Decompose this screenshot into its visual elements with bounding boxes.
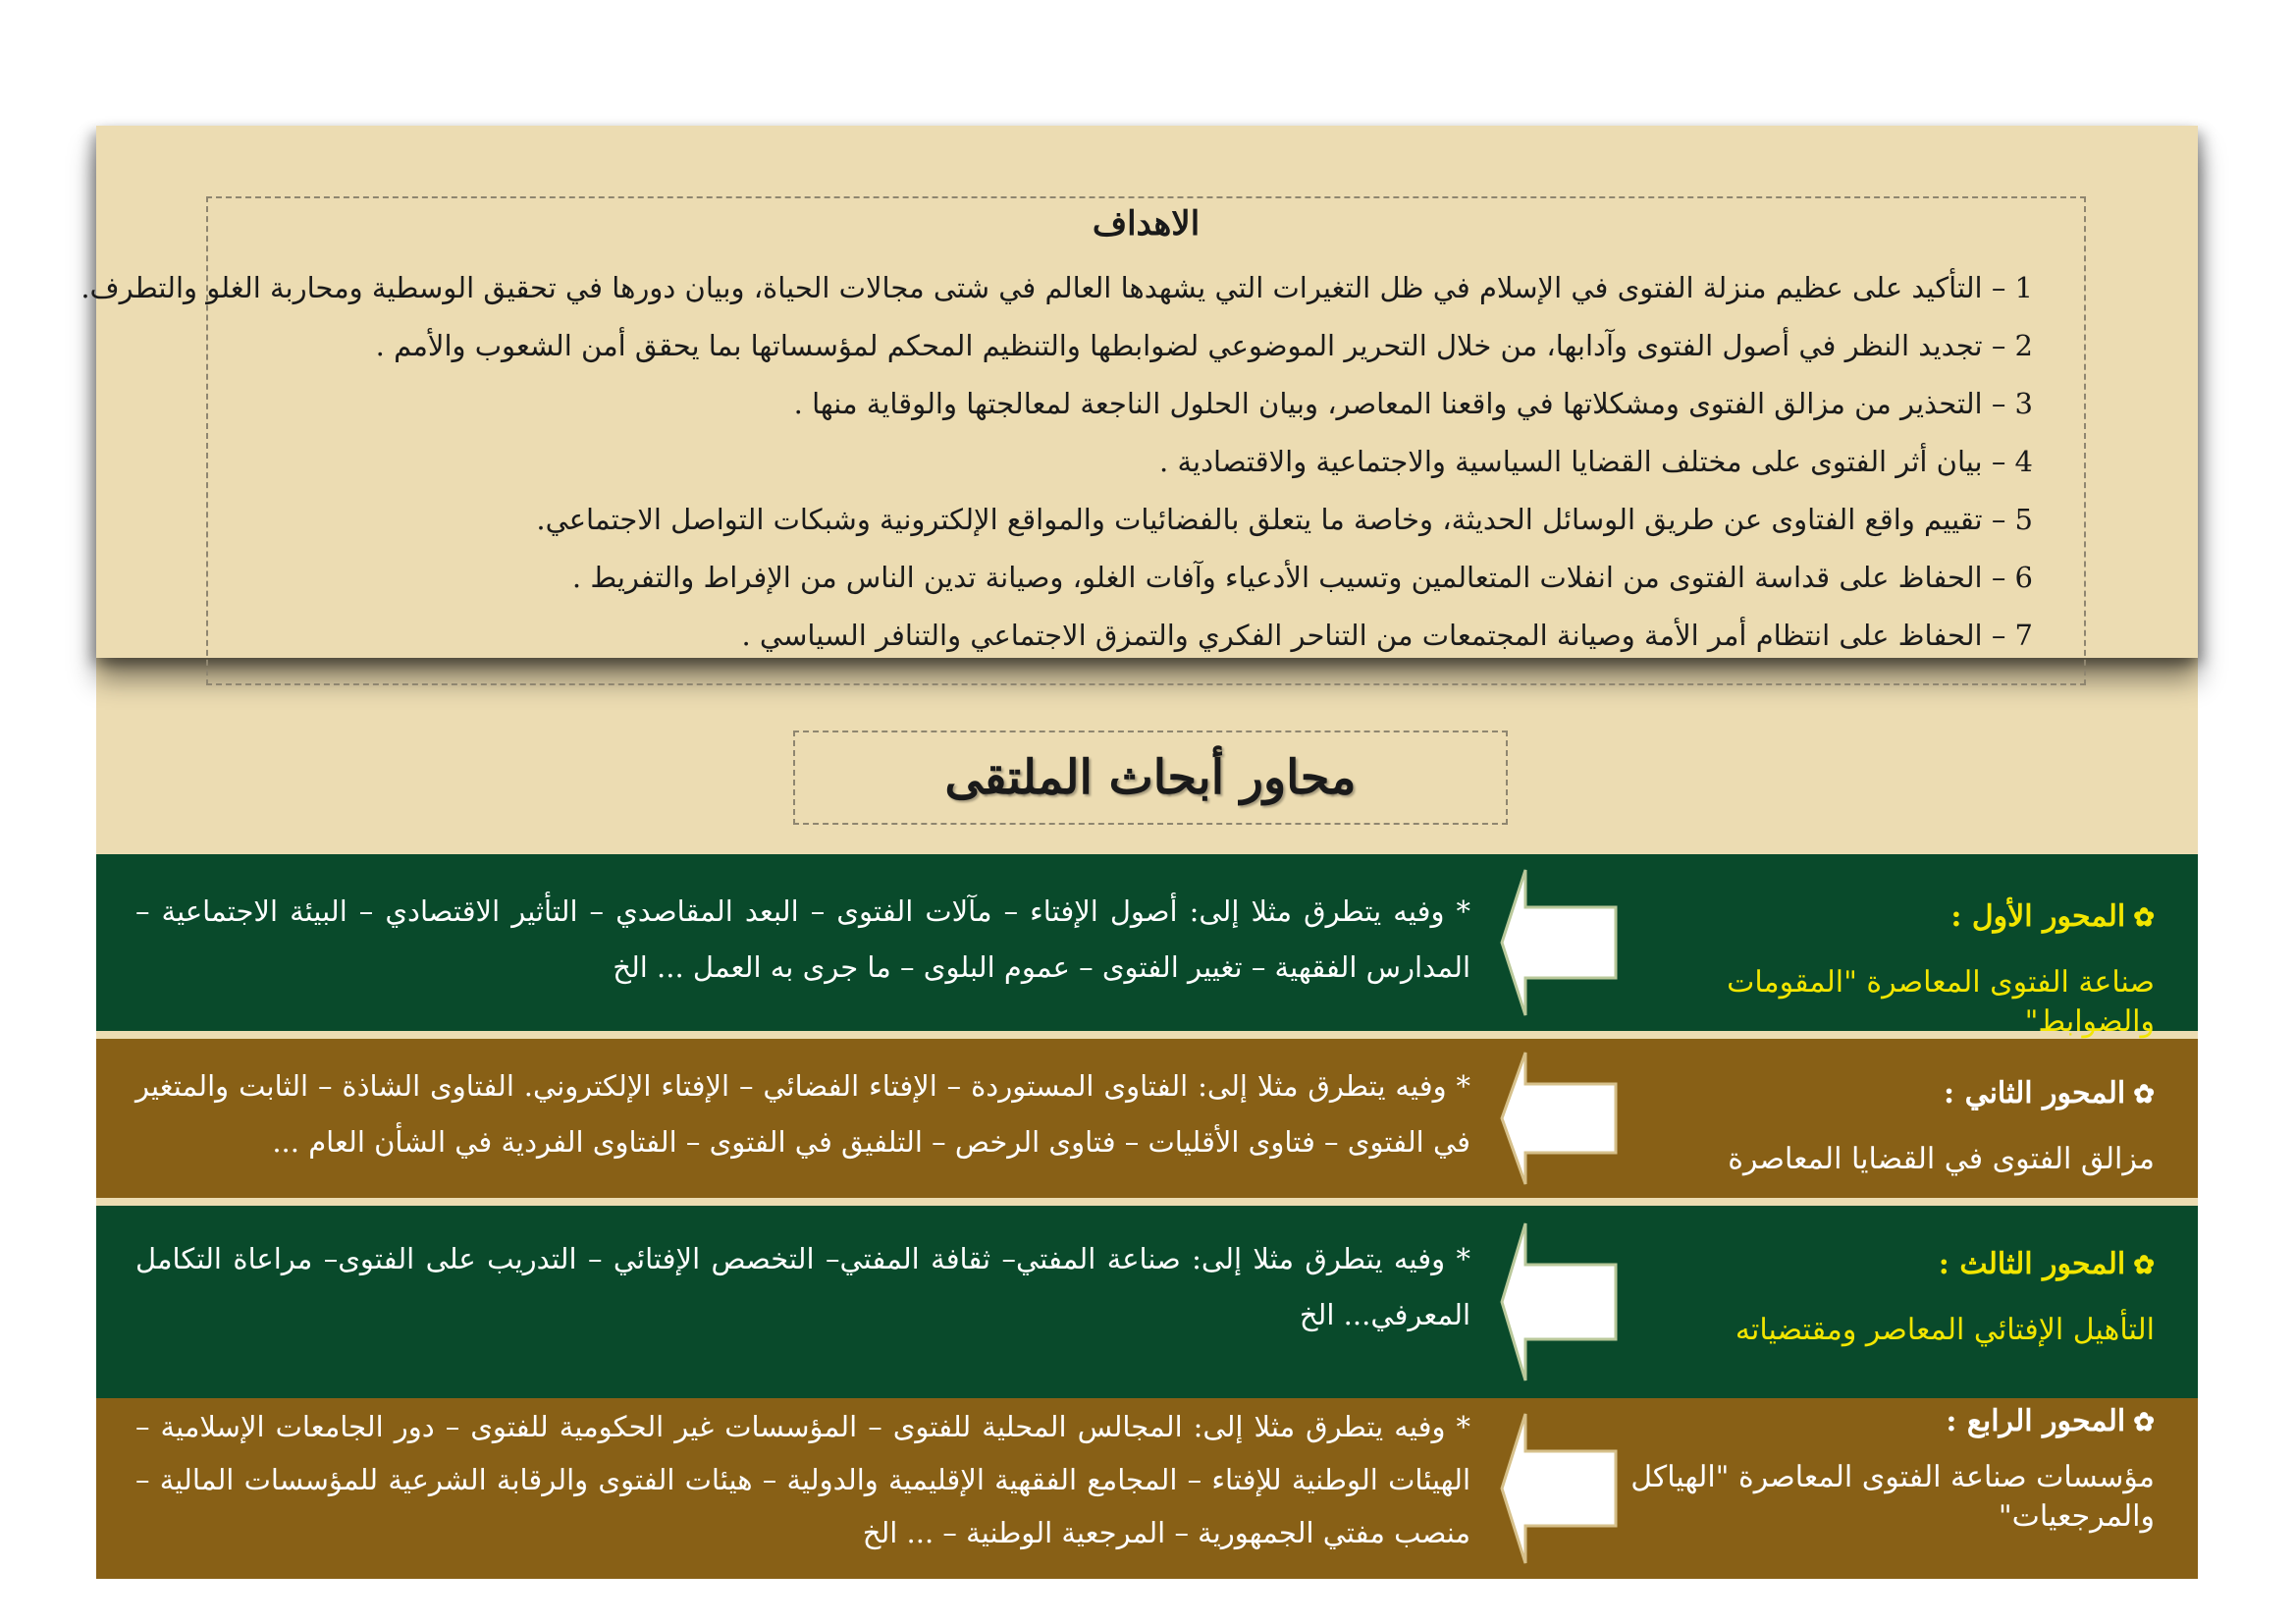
axis-description: * وفيه يتطرق مثلا إلى: صناعة المفتي– ثقافة المفتي– التخصص الإفتائي – التدريب على الفتوى– مراعاة التكامل المعرفي... الخ bbox=[135, 1242, 1470, 1331]
objective-number: 2 bbox=[2014, 329, 2033, 362]
axis-row-2 bbox=[96, 1039, 2198, 1198]
axis-head bbox=[1605, 1402, 2155, 1537]
objective-text: – بيان أثر الفتوى على مختلف القضايا السياسية والاجتماعية والاقتصادية . bbox=[1159, 445, 2006, 478]
objective-text: – الحفاظ على قداسة الفتوى من انفلات المتعالمين وتسيب الأدعياء وآفات الغلو، وصيانة تدين الناس من الإفراط والتفريط . bbox=[571, 561, 2006, 594]
objective-item bbox=[80, 259, 2033, 317]
objective-number: 1 bbox=[2014, 271, 2033, 304]
objectives-box bbox=[80, 196, 2086, 685]
objective-item bbox=[246, 491, 2033, 549]
axis-description: * وفيه يتطرق مثلا إلى: المجالس المحلية للفتوى – المؤسسات غير الحكومية للفتوى – دور الجامعات الإسلامية – الهيئات الوطنية للإفتاء – المجامع الفقهية الإقليمية والدولية – هيئات الفتوى والرقابة الشرعية للمؤسسات المالية – منصب مفتي الجمهورية – المرجعية الوطنية – ... الخ bbox=[135, 1410, 1470, 1549]
axis-label: ✿المحور الأول : bbox=[1605, 897, 2155, 938]
flower-icon: ✿ bbox=[2133, 1080, 2155, 1110]
axis-head bbox=[1605, 897, 2155, 1042]
objective-item bbox=[246, 317, 2033, 375]
objective-number: 6 bbox=[2014, 561, 2033, 594]
objective-text: – الحفاظ على انتظام أمر الأمة وصيانة المجتمعات من التناحر الفكري والتمزق الاجتماعي والتنافر السياسي . bbox=[741, 619, 2006, 652]
flower-icon: ✿ bbox=[2133, 1408, 2155, 1437]
arrow-left-icon bbox=[1500, 1219, 1618, 1384]
axis-description: * وفيه يتطرق مثلا إلى: أصول الإفتاء – مآلات الفتوى – البعد المقاصدي – التأثير الاقتصادي – البيئة الاجتماعية – المدارس الفقهية – تغيير الفتوى – عموم البلوى – ما جرى به العمل ... الخ bbox=[135, 894, 1470, 984]
axis-row-1 bbox=[96, 854, 2198, 1039]
axis-label: ✿المحور الثالث : bbox=[1605, 1245, 2155, 1285]
objectives-title: الاهداف bbox=[1092, 204, 1201, 244]
axis-head bbox=[1605, 1245, 2155, 1350]
axis-subtitle: صناعة الفتوى المعاصرة "المقومات والضوابط" bbox=[1727, 965, 2155, 1039]
objectives-list bbox=[80, 259, 2033, 665]
flower-icon: ✿ bbox=[2133, 903, 2155, 933]
objective-text: – التحذير من مزالق الفتوى ومشكلاتها في واقعنا المعاصر، وبيان الحلول الناجعة لمعالجتها والوقاية منها . bbox=[793, 387, 2006, 420]
axis-label: ✿المحور الرابع : bbox=[1605, 1402, 2155, 1442]
objective-item bbox=[246, 549, 2033, 607]
axis-head bbox=[1605, 1074, 2155, 1179]
objective-number: 7 bbox=[2014, 619, 2033, 652]
axis-row-3 bbox=[96, 1206, 2198, 1398]
arrow-left-icon bbox=[1500, 1049, 1618, 1188]
arrow-left-icon bbox=[1500, 866, 1618, 1019]
flower-icon: ✿ bbox=[2133, 1251, 2155, 1280]
axis-row-4 bbox=[96, 1398, 2198, 1579]
objective-item bbox=[246, 433, 2033, 491]
axis-subtitle: التأهيل الإفتائي المعاصر ومقتضياته bbox=[1735, 1313, 2155, 1347]
objective-number: 3 bbox=[2014, 387, 2033, 420]
axis-label: ✿المحور الثاني : bbox=[1605, 1074, 2155, 1114]
axes-title-box bbox=[793, 731, 1508, 825]
axis-description: * وفيه يتطرق مثلا إلى: الفتاوى المستوردة – الإفتاء الفضائي – الإفتاء الإلكتروني. الفتاوى الشاذة – الثابت والمتغير في الفتوى – فتاوى الأقليات – فتاوى الرخص – التلفيق في الفتوى – الفتاوى الفردية في الشأن العام ... bbox=[135, 1069, 1470, 1159]
objective-item bbox=[246, 607, 2033, 665]
axis-subtitle: مزالق الفتوى في القضايا المعاصرة bbox=[1728, 1142, 2155, 1176]
axis-subtitle: مؤسسات صناعة الفتوى المعاصرة "الهياكل والمرجعيات" bbox=[1630, 1460, 2155, 1534]
objective-item bbox=[246, 375, 2033, 433]
objective-text: – تقييم واقع الفتاوى عن طريق الوسائل الحديثة، وخاصة ما يتعلق بالفضائيات والمواقع الإلكترونية وشبكات التواصل الاجتماعي. bbox=[536, 503, 2006, 536]
arrow-left-icon bbox=[1500, 1410, 1618, 1567]
objective-text: – تجديد النظر في أصول الفتوى وآدابها، من خلال التحرير الموضوعي لضوابطها والتنظيم المحكم لمؤسساتها بما يحقق أمن الشعوب والأمم . bbox=[375, 329, 2006, 362]
axes-title: محاور أبحاث الملتقى bbox=[944, 750, 1357, 805]
objective-number: 5 bbox=[2014, 503, 2033, 536]
objective-number: 4 bbox=[2014, 445, 2033, 478]
objective-text: – التأكيد على عظيم منزلة الفتوى في الإسلام في ظل التغيرات التي يشهدها العالم في شتى مجالات الحياة، وبيان دورها في تحقيق الوسطية ومحاربة الغلو والتطرف. bbox=[80, 271, 2006, 304]
